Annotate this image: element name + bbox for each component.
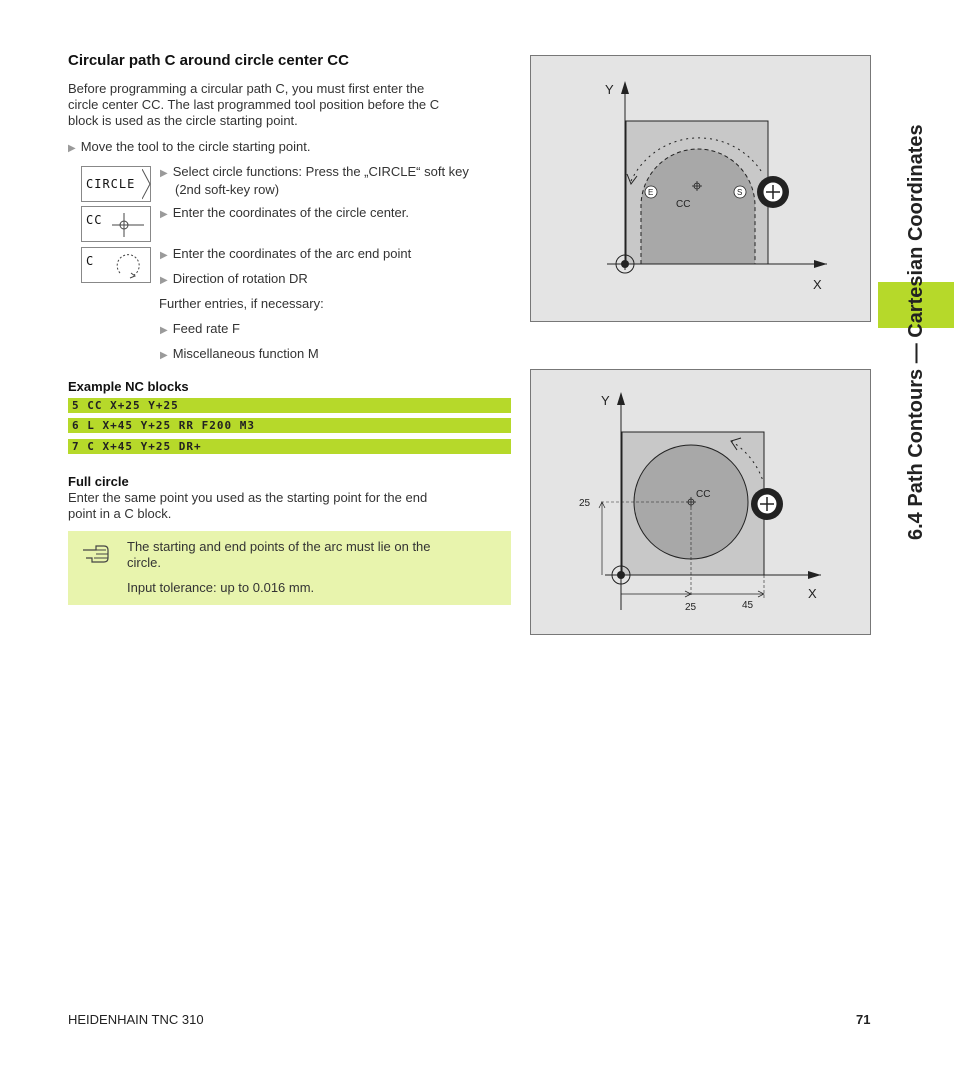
step-text: Move the tool to the circle starting point. <box>80 139 311 154</box>
triangle-bullet-icon: ▶ <box>160 325 168 336</box>
milling-cutter-icon <box>751 488 783 520</box>
nc-block: 6 L X+45 Y+25 RR F200 M3 <box>68 418 511 433</box>
note-box <box>68 531 511 605</box>
arc-icon <box>112 251 146 281</box>
step-text: Feed rate F <box>172 321 240 336</box>
pointing-hand-icon <box>82 542 114 564</box>
cc-softkey[interactable] <box>81 206 151 242</box>
step-enter-center <box>160 205 409 220</box>
end-point-label: E <box>648 188 654 197</box>
step-feed <box>160 321 240 336</box>
triangle-bullet-icon: ▶ <box>68 143 76 154</box>
step-text: (2nd soft-key row) <box>175 182 280 197</box>
figure-1-drawing <box>531 56 872 323</box>
x-dimension-label-cc: 25 <box>685 602 697 613</box>
cc-label: CC <box>676 199 691 210</box>
triangle-bullet-icon: ▶ <box>160 350 168 361</box>
intro-paragraph <box>68 81 439 129</box>
step-enter-endpoint <box>160 246 411 261</box>
figure-2-drawing <box>531 370 872 636</box>
x-dimension-label-end: 45 <box>742 600 754 611</box>
softkey-label: CC <box>86 213 103 227</box>
c-softkey[interactable] <box>81 247 151 283</box>
triangle-bullet-icon: ▶ <box>160 250 168 261</box>
triangle-bullet-icon: ▶ <box>160 168 168 179</box>
text-line: Enter the same point you used as the starting point for the end <box>68 490 428 505</box>
nc-block: 7 C X+45 Y+25 DR+ <box>68 439 511 454</box>
cc-label: CC <box>696 489 711 500</box>
text-line: point in a C block. <box>68 506 172 521</box>
text-line: The starting and end points of the arc must lie on the <box>127 539 431 554</box>
step-text: Select circle functions: Press the „CIRCLE“ soft key <box>172 164 469 179</box>
step-text: Direction of rotation DR <box>172 271 308 286</box>
circle-softkey[interactable] <box>81 166 151 202</box>
text-line: circle. <box>127 555 161 570</box>
text-line: Input tolerance: up to 0.016 mm. <box>127 580 315 595</box>
section-heading: Circular path C around circle center CC <box>68 52 349 69</box>
note-text <box>127 539 431 596</box>
step-direction <box>160 271 308 286</box>
milling-cutter-icon <box>757 176 789 208</box>
x-axis-label: X <box>813 277 822 292</box>
crosshair-icon <box>110 211 146 239</box>
step-select-circle <box>160 164 469 198</box>
step-move-tool <box>68 139 311 154</box>
intro-line: Before programming a circular path C, you must first enter the <box>68 81 425 96</box>
y-axis-label: Y <box>605 82 614 97</box>
nc-block: 5 CC X+25 Y+25 <box>68 398 511 413</box>
further-entries: Further entries, if necessary: <box>159 296 324 311</box>
example-title: Example NC blocks <box>68 379 189 394</box>
footer-product: HEIDENHAIN TNC 310 <box>68 1012 204 1027</box>
y-dimension-label: 25 <box>579 498 591 509</box>
full-circle-title: Full circle <box>68 474 129 489</box>
step-text: Miscellaneous function M <box>172 346 319 361</box>
softkey-arrow-icon <box>142 169 151 200</box>
y-axis-label: Y <box>601 393 610 408</box>
intro-line: circle center CC. The last programmed tool position before the C <box>68 97 440 112</box>
figure-full-circle <box>530 369 871 635</box>
softkey-label: C <box>86 254 95 268</box>
step-misc <box>160 346 319 361</box>
full-circle-text <box>68 490 427 522</box>
step-text: Enter the coordinates of the circle center. <box>172 205 410 220</box>
figure-circle-path <box>530 55 871 322</box>
triangle-bullet-icon: ▶ <box>160 209 168 220</box>
step-text: Enter the coordinates of the arc end point <box>172 246 412 261</box>
intro-line: block is used as the circle starting point. <box>68 113 298 128</box>
start-point-label: S <box>737 188 743 197</box>
triangle-bullet-icon: ▶ <box>160 275 168 286</box>
page-number: 71 <box>856 1012 871 1027</box>
softkey-label: CIRCLE <box>86 177 136 191</box>
side-title-text: 6.4 Path Contours — Cartesian Coordinates <box>905 124 927 540</box>
x-axis-label: X <box>808 586 817 601</box>
